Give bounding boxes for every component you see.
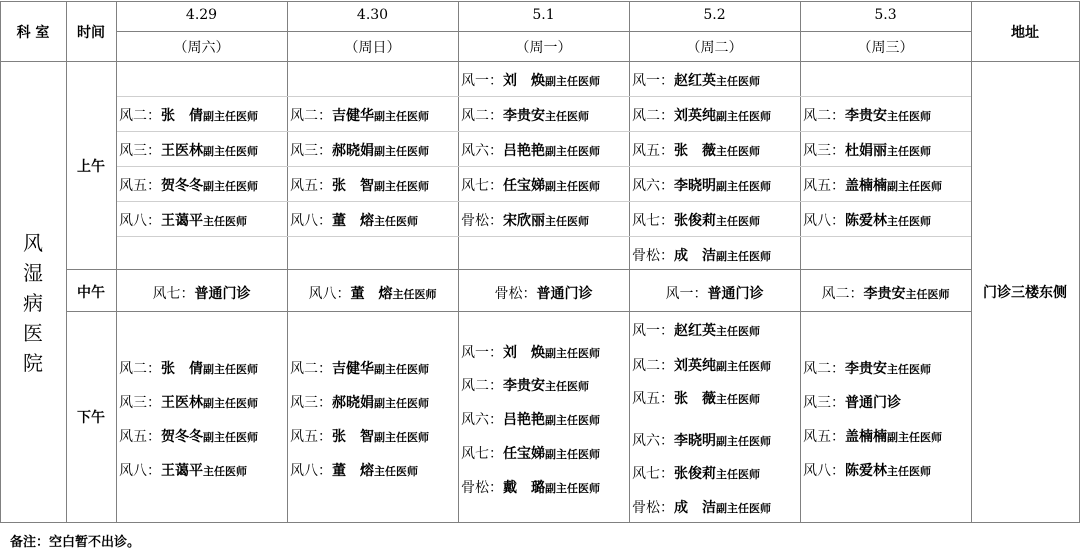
schedule-entry: [632, 175, 771, 195]
doctor-name: 普通门诊: [845, 395, 901, 411]
schedule-entry: [461, 409, 600, 429]
clinic-label: 风五：: [803, 178, 845, 194]
doctor-name: 刘英纯: [674, 358, 716, 374]
period-afternoon: 下午: [77, 410, 105, 426]
doctor-title: 副主任医师: [716, 435, 771, 448]
day-date: 5.3: [874, 7, 897, 23]
time-header: 时间: [77, 25, 105, 41]
clinic-label: 风七：: [632, 466, 674, 482]
address-value: 门诊三楼东侧: [983, 285, 1067, 301]
doctor-name: 张 薇: [674, 391, 716, 407]
schedule-entry: [461, 210, 589, 230]
clinic-label: 风二：: [119, 361, 161, 377]
schedule-entry: [290, 460, 418, 480]
doctor-title: 主任医师: [887, 215, 931, 228]
doctor-name: 普通门诊: [194, 286, 251, 302]
doctor-name: 成 洁: [674, 248, 716, 264]
schedule-entry: [803, 460, 931, 480]
schedule-entry: [119, 105, 258, 125]
doctor-name: 张 智: [332, 178, 374, 194]
clinic-label: 风二：: [461, 108, 503, 124]
clinic-label: 风三：: [803, 395, 845, 411]
schedule-entry: [803, 175, 942, 195]
schedule-entry: [290, 175, 429, 195]
schedule-entry: [803, 140, 931, 160]
clinic-label: 骨松：: [632, 500, 674, 516]
clinic-label: 骨松：: [632, 248, 674, 264]
clinic-label: 风一：: [461, 345, 503, 361]
schedule-entry: [461, 140, 600, 160]
schedule-entry: [632, 140, 760, 160]
doctor-title: 副主任医师: [203, 180, 258, 193]
clinic-label: 风六：: [461, 143, 503, 159]
clinic-label: 风一：: [632, 323, 674, 339]
doctor-title: 副主任医师: [716, 110, 771, 123]
doctor-name: 董 熔: [332, 463, 374, 479]
clinic-label: 风八：: [308, 286, 351, 302]
schedule-entry: [632, 245, 771, 265]
doctor-name: 张 倩: [161, 108, 203, 124]
schedule-entry: [119, 140, 258, 160]
schedule-entry: [119, 460, 247, 480]
schedule-entry: [290, 105, 429, 125]
doctor-name: 李贵安: [863, 286, 906, 302]
doctor-title: 副主任医师: [716, 360, 771, 373]
schedule-entry: [800, 283, 971, 303]
clinic-label: 风五：: [290, 429, 332, 445]
clinic-label: 风七：: [632, 213, 674, 229]
schedule-entry: [461, 70, 600, 90]
doctor-name: 李贵安: [503, 378, 545, 394]
doctor-title: 副主任医师: [545, 448, 600, 461]
doctor-name: 盖楠楠: [845, 178, 887, 194]
doctor-name: 赵红英: [674, 323, 716, 339]
doctor-name: 李晓明: [674, 178, 716, 194]
doctor-name: 董 熔: [332, 213, 374, 229]
clinic-label: 风二：: [119, 108, 161, 124]
department-name: 风 湿 病 医 院: [23, 231, 43, 375]
schedule-entry: [803, 358, 931, 378]
schedule-entry: [116, 283, 287, 303]
clinic-label: 风二：: [461, 378, 503, 394]
doctor-name: 李贵安: [503, 108, 545, 124]
doctor-name: 张俊莉: [674, 466, 716, 482]
schedule-entry: [119, 175, 258, 195]
clinic-label: 风二：: [803, 361, 845, 377]
clinic-label: 风七：: [152, 286, 195, 302]
schedule-entry: [803, 426, 942, 446]
doctor-title: 主任医师: [716, 145, 760, 158]
day-weekday: （周日）: [344, 40, 401, 56]
doctor-title: 主任医师: [545, 215, 589, 228]
schedule-entry: [461, 375, 589, 395]
doctor-title: 主任医师: [392, 288, 437, 301]
doctor-name: 吉健华: [332, 361, 374, 377]
doctor-name: 贺冬冬: [161, 429, 203, 445]
doctor-title: 副主任医师: [203, 145, 258, 158]
clinic-label: 骨松：: [461, 213, 503, 229]
doctor-name: 李晓明: [674, 433, 716, 449]
clinic-label: 风三：: [290, 395, 332, 411]
address-header: 地址: [1011, 25, 1039, 41]
doctor-name: 张 智: [332, 429, 374, 445]
clinic-label: 风三：: [119, 395, 161, 411]
doctor-name: 李贵安: [845, 361, 887, 377]
doctor-name: 盖楠楠: [845, 429, 887, 445]
doctor-name: 宋欣丽: [503, 213, 545, 229]
schedule-entry: [632, 355, 771, 375]
doctor-name: 吕艳艳: [503, 412, 545, 428]
clinic-label: 风六：: [632, 178, 674, 194]
schedule-entry: [290, 210, 418, 230]
doctor-name: 王蔼平: [161, 213, 203, 229]
doctor-name: 戴 璐: [503, 480, 545, 496]
doctor-title: 副主任医师: [545, 145, 600, 158]
clinic-label: 风二：: [632, 108, 674, 124]
schedule-entry: [461, 443, 600, 463]
doctor-title: 副主任医师: [203, 397, 258, 410]
clinic-label: 风八：: [119, 463, 161, 479]
doctor-title: 副主任医师: [716, 502, 771, 515]
schedule-entry: [632, 497, 771, 517]
doctor-title: 副主任医师: [716, 250, 771, 263]
schedule-entry: [632, 210, 760, 230]
day-date: 5.2: [703, 7, 726, 23]
schedule-entry: [458, 283, 629, 303]
schedule-entry: [803, 105, 931, 125]
doctor-title: 副主任医师: [545, 482, 600, 495]
doctor-name: 刘 焕: [503, 73, 545, 89]
doctor-name: 普通门诊: [536, 286, 593, 302]
doctor-name: 张 薇: [674, 143, 716, 159]
clinic-label: 风二：: [632, 358, 674, 374]
doctor-name: 吕艳艳: [503, 143, 545, 159]
doctor-name: 杜娟丽: [845, 143, 887, 159]
doctor-name: 任宝娣: [503, 178, 545, 194]
doctor-title: 主任医师: [887, 363, 931, 376]
doctor-name: 王医林: [161, 143, 203, 159]
clinic-label: 风八：: [290, 463, 332, 479]
doctor-title: 副主任医师: [545, 180, 600, 193]
doctor-name: 刘英纯: [674, 108, 716, 124]
doctor-title: 主任医师: [203, 465, 247, 478]
schedule-entry: [461, 342, 600, 362]
doctor-title: 副主任医师: [374, 110, 429, 123]
doctor-title: 副主任医师: [545, 347, 600, 360]
clinic-label: 风二：: [821, 286, 864, 302]
doctor-title: 主任医师: [887, 145, 931, 158]
day-weekday: （周三）: [857, 40, 914, 56]
clinic-label: 骨松：: [494, 286, 537, 302]
schedule-entry: [632, 430, 771, 450]
doctor-title: 主任医师: [374, 465, 418, 478]
doctor-title: 主任医师: [905, 288, 950, 301]
clinic-label: 风六：: [632, 433, 674, 449]
doctor-name: 普通门诊: [707, 286, 764, 302]
clinic-label: 风八：: [290, 213, 332, 229]
doctor-name: 张 倩: [161, 361, 203, 377]
doctor-title: 副主任医师: [203, 431, 258, 444]
day-date: 4.30: [356, 7, 389, 23]
doctor-name: 成 洁: [674, 500, 716, 516]
doctor-name: 郝晓娟: [332, 395, 374, 411]
clinic-label: 风五：: [119, 178, 161, 194]
day-weekday: （周六）: [173, 40, 230, 56]
doctor-title: 主任医师: [374, 215, 418, 228]
doctor-name: 任宝娣: [503, 446, 545, 462]
doctor-title: 主任医师: [887, 110, 931, 123]
doctor-title: 副主任医师: [887, 431, 942, 444]
day-date: 4.29: [185, 7, 218, 23]
schedule-entry: [632, 463, 760, 483]
day-date: 5.1: [532, 7, 555, 23]
doctor-title: 副主任医师: [374, 180, 429, 193]
doctor-title: 副主任医师: [374, 431, 429, 444]
doctor-name: 陈爱林: [845, 213, 887, 229]
doctor-title: 副主任医师: [887, 180, 942, 193]
clinic-label: 风七：: [461, 446, 503, 462]
schedule-entry: [629, 283, 800, 303]
schedule-entry: [119, 358, 258, 378]
clinic-label: 风一：: [665, 286, 708, 302]
doctor-title: 副主任医师: [374, 145, 429, 158]
doctor-title: 主任医师: [716, 215, 760, 228]
doctor-title: 副主任医师: [374, 397, 429, 410]
doctor-name: 刘 焕: [503, 345, 545, 361]
dept-header: 科 室: [16, 25, 50, 41]
day-weekday: （周二）: [686, 40, 743, 56]
doctor-name: 董 熔: [350, 286, 393, 302]
schedule-entry: [290, 358, 429, 378]
schedule-entry: [632, 320, 760, 340]
schedule-entry: [290, 426, 429, 446]
doctor-title: 副主任医师: [374, 363, 429, 376]
clinic-label: 风三：: [290, 143, 332, 159]
doctor-title: 主任医师: [716, 393, 760, 406]
clinic-label: 风五：: [290, 178, 332, 194]
clinic-label: 风五：: [632, 143, 674, 159]
clinic-label: 风三：: [803, 143, 845, 159]
clinic-label: 风二：: [803, 108, 845, 124]
clinic-label: 风一：: [461, 73, 503, 89]
clinic-label: 风五：: [632, 391, 674, 407]
clinic-label: 风三：: [119, 143, 161, 159]
schedule-entry: [632, 105, 771, 125]
doctor-title: 主任医师: [716, 468, 760, 481]
schedule-entry: [290, 392, 429, 412]
doctor-name: 张俊莉: [674, 213, 716, 229]
clinic-label: 风六：: [461, 412, 503, 428]
schedule-entry: [119, 210, 247, 230]
doctor-title: 副主任医师: [203, 110, 258, 123]
period-morning: 上午: [77, 159, 105, 175]
doctor-title: 主任医师: [545, 380, 589, 393]
doctor-name: 赵红英: [674, 73, 716, 89]
schedule-entry: [632, 70, 760, 90]
doctor-title: 副主任医师: [716, 180, 771, 193]
schedule-entry: [290, 140, 429, 160]
doctor-title: 主任医师: [716, 325, 760, 338]
clinic-label: 风五：: [119, 429, 161, 445]
doctor-title: 主任医师: [203, 215, 247, 228]
clinic-label: 风七：: [461, 178, 503, 194]
doctor-title: 主任医师: [716, 75, 760, 88]
schedule-entry: [461, 175, 600, 195]
schedule-entry: [632, 388, 760, 408]
doctor-name: 吉健华: [332, 108, 374, 124]
schedule-entry: [119, 392, 258, 412]
schedule-entry: [461, 477, 600, 497]
clinic-label: 风八：: [803, 213, 845, 229]
footnote: 备注：空白暂不出诊。: [10, 535, 141, 550]
doctor-title: 副主任医师: [203, 363, 258, 376]
clinic-label: 风二：: [290, 108, 332, 124]
doctor-name: 李贵安: [845, 108, 887, 124]
doctor-name: 王蔼平: [161, 463, 203, 479]
clinic-label: 风八：: [119, 213, 161, 229]
day-weekday: （周一）: [515, 40, 572, 56]
clinic-label: 风八：: [803, 463, 845, 479]
clinic-label: 风二：: [290, 361, 332, 377]
doctor-name: 郝晓娟: [332, 143, 374, 159]
schedule-entry: [803, 210, 931, 230]
doctor-title: 主任医师: [545, 110, 589, 123]
clinic-label: 骨松：: [461, 480, 503, 496]
period-noon: 中午: [77, 285, 105, 301]
doctor-title: 副主任医师: [545, 75, 600, 88]
schedule-entry: [461, 105, 589, 125]
doctor-name: 贺冬冬: [161, 178, 203, 194]
schedule-entry: [287, 283, 458, 303]
schedule-entry: [803, 392, 901, 412]
clinic-label: 风一：: [632, 73, 674, 89]
doctor-name: 王医林: [161, 395, 203, 411]
doctor-title: 主任医师: [887, 465, 931, 478]
clinic-label: 风五：: [803, 429, 845, 445]
doctor-title: 副主任医师: [545, 414, 600, 427]
doctor-name: 陈爱林: [845, 463, 887, 479]
schedule-entry: [119, 426, 258, 446]
